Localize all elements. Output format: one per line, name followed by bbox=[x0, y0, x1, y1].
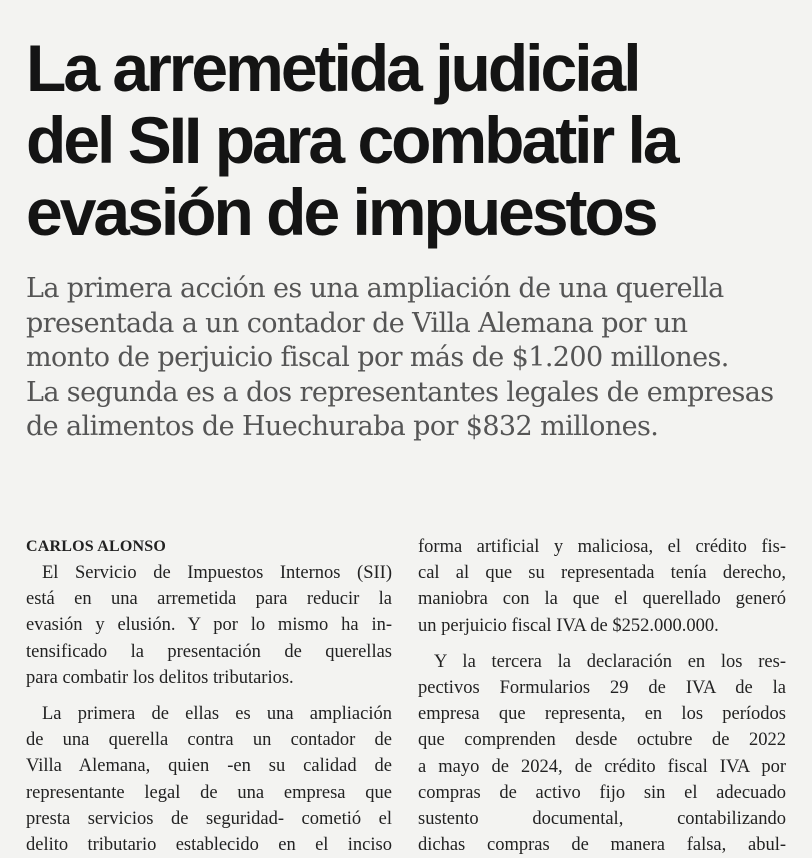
text-line: empresa que representa, en los períodos bbox=[418, 704, 786, 725]
deck-line: La primera acción es una ampliación de una querella bbox=[26, 273, 724, 304]
article-column-right bbox=[418, 534, 786, 858]
headline-line: La arremetida judicial bbox=[26, 31, 639, 105]
text-line: para combatir los delitos tributarios. bbox=[26, 667, 294, 688]
text-line: maniobra con la que el querellado generó bbox=[418, 589, 786, 610]
headline-line: evasión de impuestos bbox=[26, 175, 656, 249]
text-line: presta servicios de seguridad- cometió el bbox=[26, 808, 392, 829]
headline bbox=[26, 32, 796, 248]
text-line: de una querella contra un contador de bbox=[26, 730, 392, 751]
text-line: representante legal de una empresa que bbox=[26, 782, 392, 803]
paragraph bbox=[26, 560, 392, 691]
text-line: sustento documental, contabilizando bbox=[418, 809, 786, 830]
text-line: evasión y elusión. Y por lo mismo ha in- bbox=[26, 615, 392, 636]
text-line: forma artificial y maliciosa, el crédito fis- bbox=[418, 537, 786, 557]
text-line: compras de activo fijo sin el adecuado bbox=[418, 782, 786, 803]
text-line: La primera de ellas es una ampliación bbox=[42, 704, 392, 725]
text-line: está en una arremetida para reducir la bbox=[26, 589, 392, 610]
paragraph bbox=[418, 649, 786, 858]
deck-line: de alimentos de Huechuraba por $832 millones. bbox=[26, 411, 659, 442]
text-line: dichas compras de manera falsa, abul- bbox=[418, 835, 786, 856]
text-line: Villa Alemana, quien -en su calidad de bbox=[26, 756, 392, 777]
text-line: tensificado la presentación de querellas bbox=[26, 641, 392, 662]
deck-line: monto de perjuicio fiscal por más de $1.200 millones. bbox=[26, 342, 729, 373]
text-line: un perjuicio fiscal IVA de $252.000.000. bbox=[418, 615, 719, 636]
text-line: que comprenden desde octubre de 2022 bbox=[418, 730, 786, 751]
headline-line: del SII para combatir la bbox=[26, 103, 677, 177]
article-deck bbox=[26, 272, 806, 445]
text-line: delito tributario establecido en el inciso bbox=[26, 835, 392, 856]
byline: CARLOS ALONSO bbox=[26, 538, 166, 555]
text-line: a mayo de 2024, de crédito fiscal IVA por bbox=[418, 756, 786, 777]
paragraph bbox=[418, 534, 786, 639]
text-line: cal al que su representada tenía derecho, bbox=[418, 563, 786, 584]
text-line: Y la tercera la declaración en los res- bbox=[434, 651, 786, 672]
text-line: pectivos Formularios 29 de IVA de la bbox=[418, 678, 786, 699]
paragraph bbox=[26, 701, 392, 858]
deck-line: La segunda es a dos representantes legales de empresas bbox=[26, 376, 774, 408]
text-line: El Servicio de Impuestos Internos (SII) bbox=[42, 563, 392, 583]
article-column-left bbox=[26, 534, 392, 858]
deck-line: presentada a un contador de Villa Alemana por un bbox=[26, 307, 688, 339]
